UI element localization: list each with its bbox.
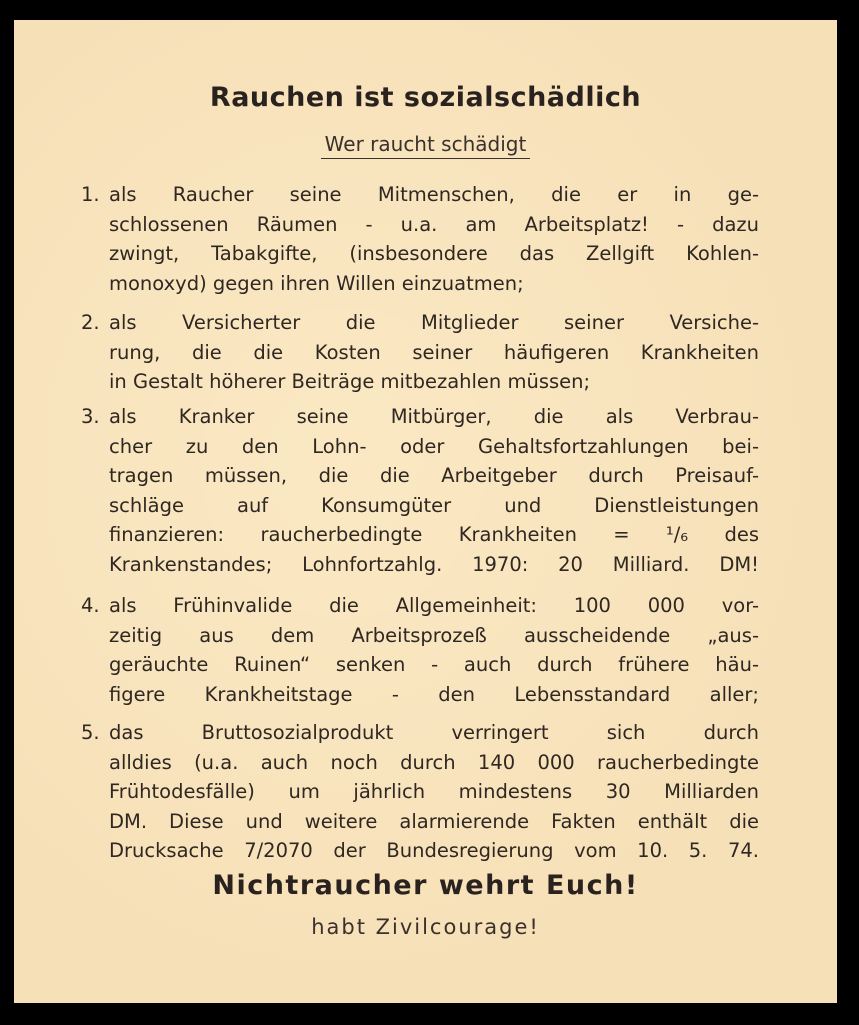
item-line: Drucksache 7/2070 der Bundesregierung vom 10. 5. 74. <box>109 839 759 862</box>
item-number: 5. <box>81 721 100 744</box>
item-line: in Gestalt höherer Beiträge mitbezahlen müssen; <box>109 370 591 393</box>
item-line: als Kranker seine Mitbürger, die als Verbrau- <box>109 405 759 428</box>
item-line: schläge auf Konsumgüter und Dienstleistungen <box>109 493 759 517</box>
item-line: Krankenstandes; Lohnfortzahlg. 1970: 20 Milliard. DM! <box>109 552 759 576</box>
item-line: alldies (u.a. auch noch durch 140 000 raucherbedingte <box>109 750 759 774</box>
item-line: figere Krankheitstage - den Lebensstandard aller; <box>109 682 759 706</box>
item-line: geräuchte Ruinen“ senken - auch durch frühere häu- <box>109 653 759 676</box>
item-line: DM. Diese und weitere alarmierende Fakten enthält die <box>109 809 759 833</box>
list-item-2 <box>81 308 759 397</box>
item-line: finanzieren: raucherbedingte Krankheiten = ¹/₆ des <box>109 523 759 546</box>
item-line: tragen müssen, die die Arbeitgeber durch Preisauf- <box>109 464 759 487</box>
item-line: als Raucher seine Mitmenschen, die er in ge- <box>109 183 759 206</box>
item-line: als Versicherter die Mitglieder seiner Versiche- <box>109 311 759 334</box>
leaflet-subtitle <box>14 132 837 156</box>
item-number: 4. <box>81 594 100 617</box>
item-line: cher zu den Lohn- oder Gehaltsfortzahlungen bei- <box>109 434 759 458</box>
item-number: 3. <box>81 405 100 428</box>
list-item-3 <box>81 402 759 579</box>
list-item-1 <box>81 180 759 298</box>
leaflet-card <box>14 20 837 1003</box>
leaflet-title: Rauchen ist sozialschädlich <box>209 82 642 113</box>
list-item-5 <box>81 718 759 866</box>
item-line: monoxyd) gegen ihren Willen einzuatmen; <box>109 271 524 295</box>
footer-slogan: Nichtraucher wehrt Euch! <box>212 870 639 901</box>
footer-subline: habt Zivilcourage! <box>311 915 540 939</box>
item-number: 2. <box>81 311 100 334</box>
item-line: rung, die die Kosten seiner häufigeren Krankheiten <box>109 340 759 364</box>
list-item-4 <box>81 591 759 709</box>
item-line: das Bruttosozialprodukt verringert sich durch <box>109 721 759 744</box>
item-line: zwingt, Tabakgifte, (insbesondere das Zellgift Kohlen- <box>109 242 759 265</box>
item-number: 1. <box>81 183 100 206</box>
item-line: Frühtodesfälle) um jährlich mindestens 30 Milliarden <box>109 780 759 803</box>
item-line: zeitig aus dem Arbeitsprozeß ausscheidende „aus- <box>109 623 759 647</box>
subtitle-text: Wer raucht schädigt <box>321 132 531 159</box>
item-line: als Frühinvalide die Allgemeinheit: 100 000 vor- <box>109 594 759 617</box>
item-line: schlossenen Räumen - u.a. am Arbeitsplatz! - dazu <box>109 212 759 236</box>
